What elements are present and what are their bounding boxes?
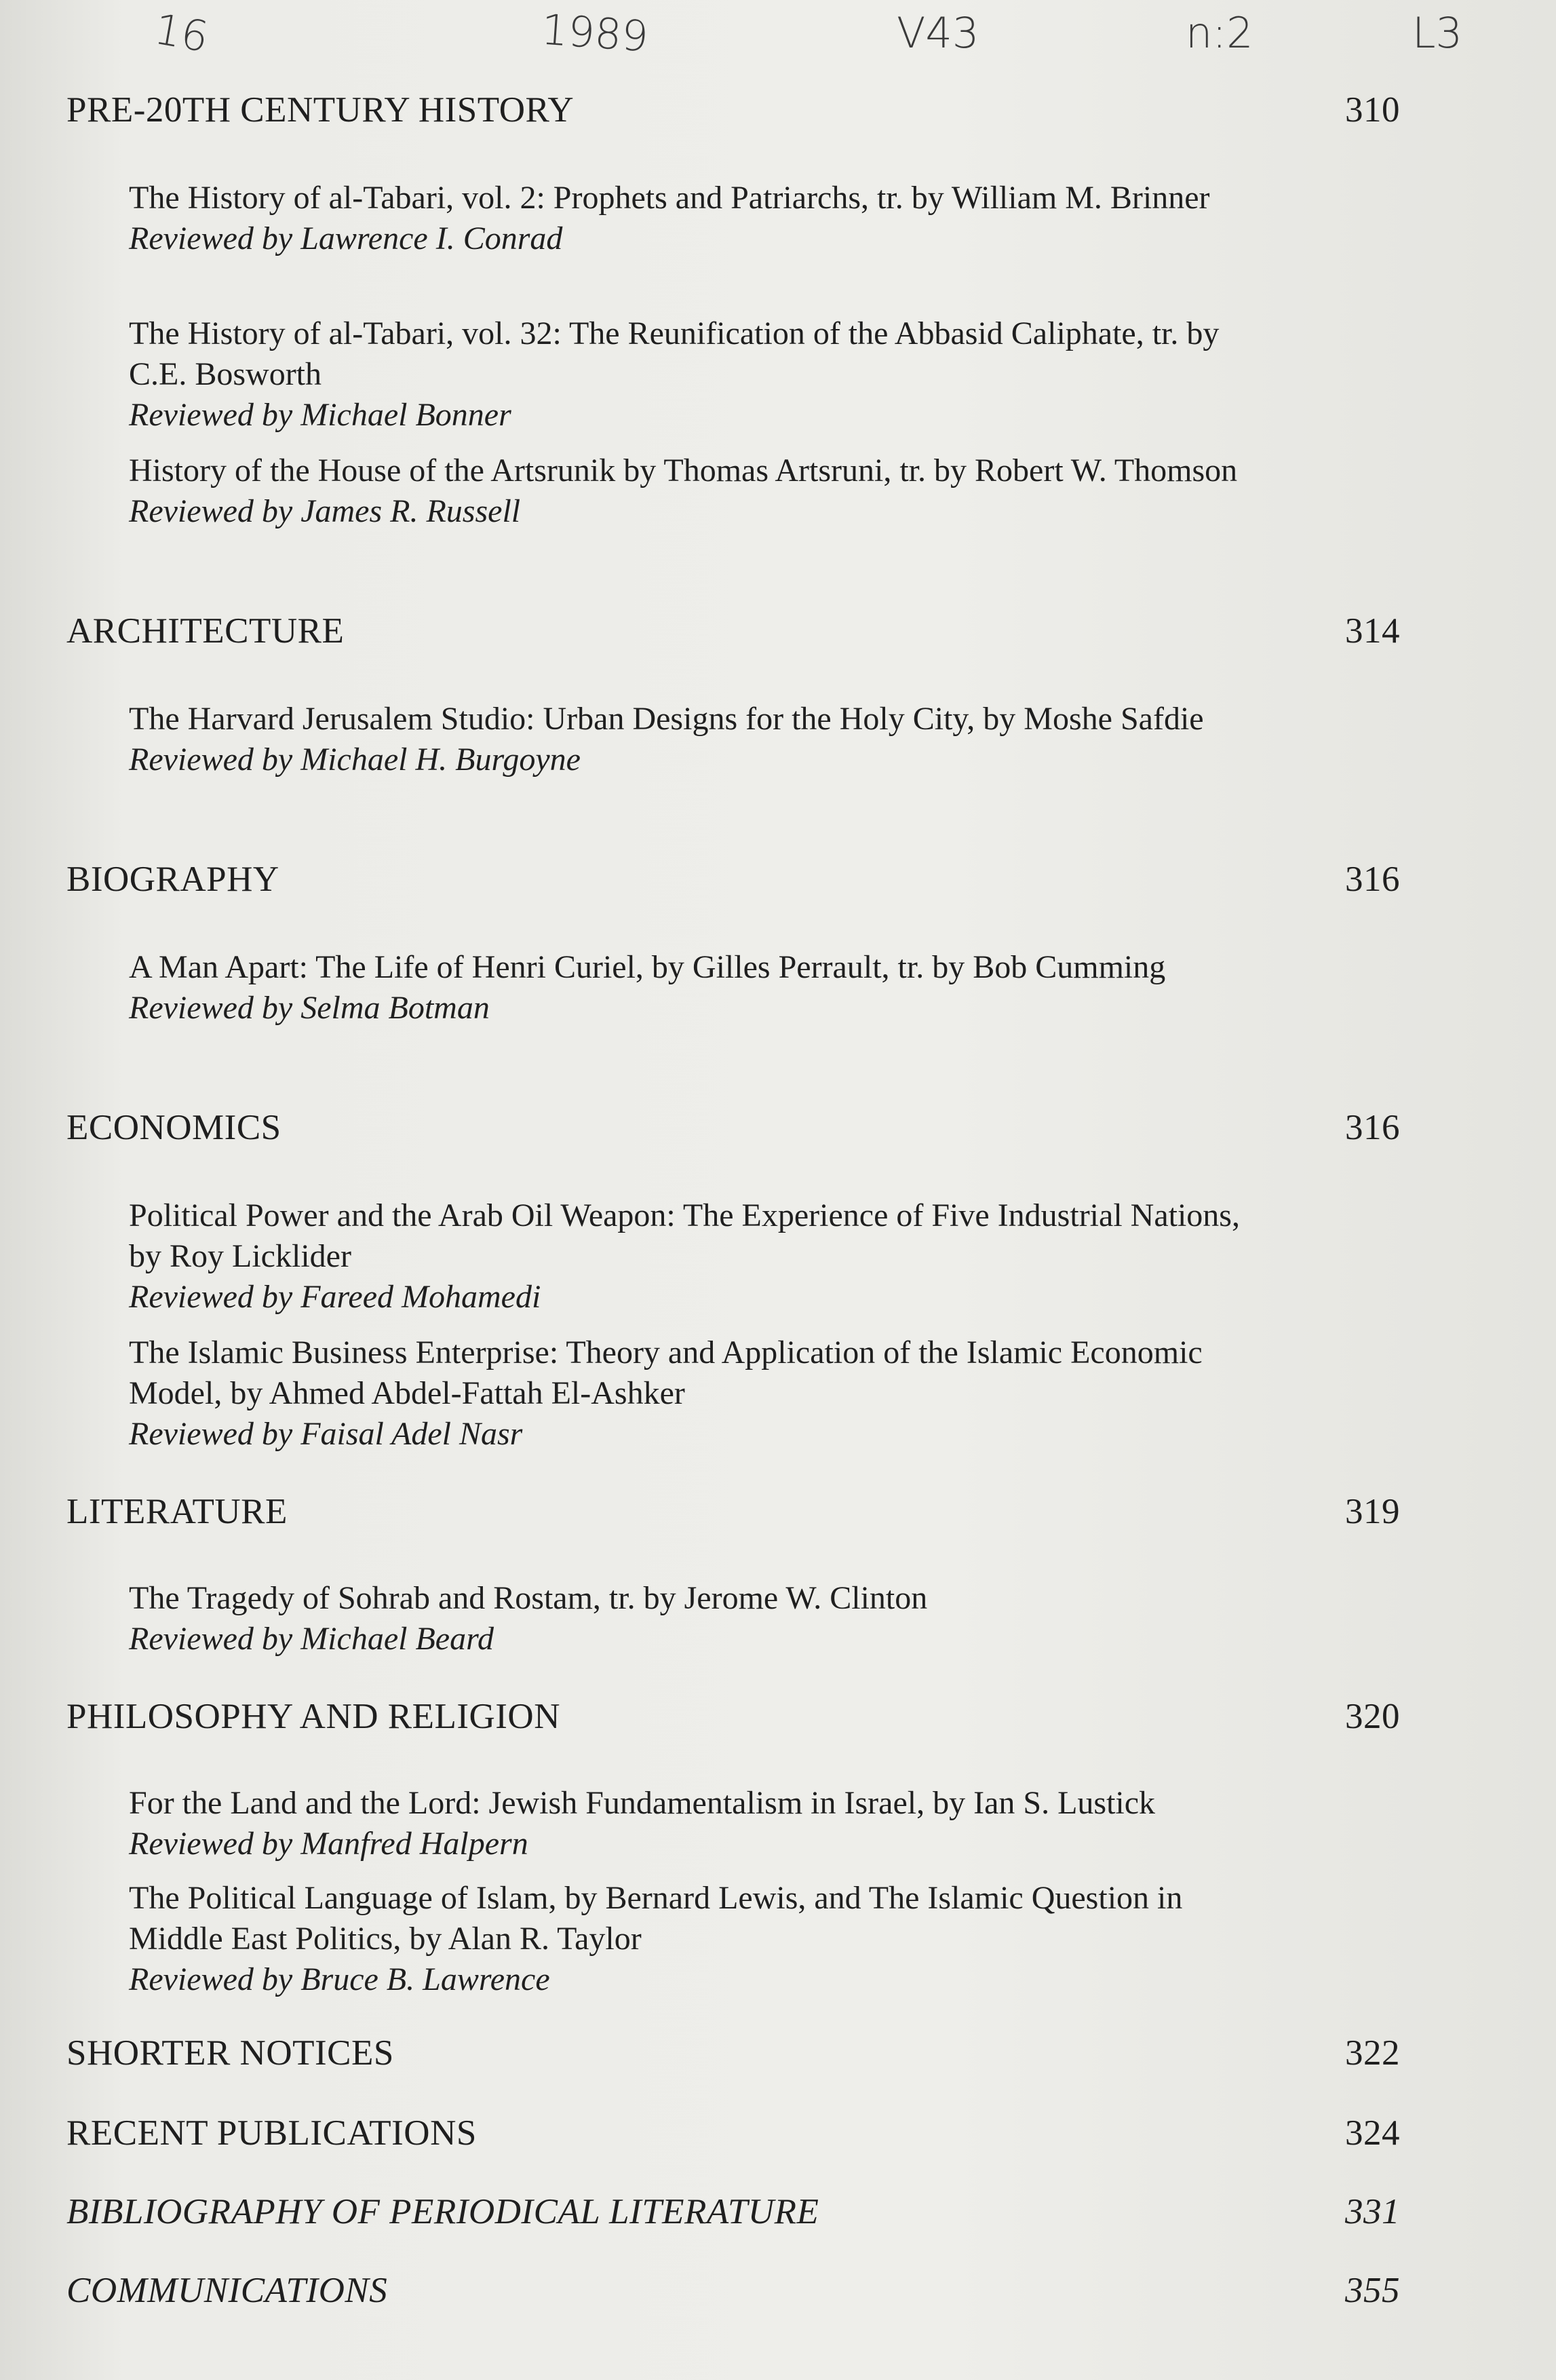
section-heading <box>66 2113 1400 2153</box>
entry-title: The Political Language of Islam, by Bernard Lewis, and The Islamic Question in Middle East Politics, by Alan R. Taylor <box>129 1880 1183 1957</box>
entry-reviewer: Reviewed by Michael Bonner <box>129 397 511 433</box>
entry-reviewer: Reviewed by Michael H. Burgoyne <box>129 742 581 778</box>
handwritten-mark: 16 <box>151 3 212 62</box>
section-title: SHORTER NOTICES <box>66 2033 394 2073</box>
section-heading <box>66 2270 1400 2311</box>
section-page-number: 320 <box>1345 1697 1400 1736</box>
section-heading <box>66 1696 1400 1737</box>
section-heading <box>66 90 1400 130</box>
toc-entry <box>129 1783 1248 1864</box>
toc-entry <box>129 450 1248 532</box>
entry-reviewer: Reviewed by Manfred Halpern <box>129 1826 528 1862</box>
section-title: RECENT PUBLICATIONS <box>66 2113 477 2153</box>
section-heading <box>66 1107 1400 1148</box>
handwritten-year: 1989 <box>539 4 650 62</box>
toc-entry <box>129 1332 1248 1455</box>
section-page-number: 319 <box>1345 1492 1400 1531</box>
handwritten-volume: V43 <box>897 8 979 58</box>
toc-entry <box>129 1578 1248 1659</box>
entry-title: For the Land and the Lord: Jewish Fundamentalism in Israel, by Ian S. Lustick <box>129 1785 1156 1821</box>
section-page-number: 314 <box>1345 611 1400 651</box>
section-heading <box>66 1491 1400 1532</box>
section-heading <box>66 2191 1400 2232</box>
section-title: LITERATURE <box>66 1492 288 1531</box>
entry-title: History of the House of the Artsrunik by Thomas Artsruni, tr. by Robert W. Thomson <box>129 453 1238 488</box>
entry-reviewer: Reviewed by Michael Beard <box>129 1621 494 1657</box>
handwritten-code: L3 <box>1412 8 1462 58</box>
entry-reviewer: Reviewed by Lawrence I. Conrad <box>129 220 563 256</box>
section-title: ECONOMICS <box>66 1108 281 1147</box>
handwritten-annotation <box>0 4 1556 79</box>
section-page-number: 324 <box>1345 2113 1400 2153</box>
entry-reviewer: Reviewed by Faisal Adel Nasr <box>129 1416 523 1452</box>
section-heading <box>66 2033 1400 2073</box>
section-title: PHILOSOPHY AND RELIGION <box>66 1697 560 1736</box>
section-page-number: 316 <box>1345 1108 1400 1147</box>
section-page-number: 331 <box>1345 2192 1400 2231</box>
entry-title: The History of al-Tabari, vol. 2: Prophets and Patriarchs, tr. by William M. Brinner <box>129 180 1210 216</box>
section-title: BIOGRAPHY <box>66 860 279 899</box>
toc-entry <box>129 178 1248 259</box>
section-title: ARCHITECTURE <box>66 611 345 651</box>
entry-title: The Tragedy of Sohrab and Rostam, tr. by Jerome W. Clinton <box>129 1580 928 1616</box>
section-page-number: 355 <box>1345 2271 1400 2310</box>
entry-title: A Man Apart: The Life of Henri Curiel, by Gilles Perrault, tr. by Bob Cumming <box>129 949 1166 985</box>
entry-reviewer: Reviewed by Fareed Mohamedi <box>129 1279 541 1315</box>
entry-reviewer: Reviewed by James R. Russell <box>129 493 521 529</box>
entry-title: Political Power and the Arab Oil Weapon: The Experience of Five Industrial Nations, by Roy Licklider <box>129 1197 1240 1274</box>
entry-title: The Harvard Jerusalem Studio: Urban Designs for the Holy City, by Moshe Safdie <box>129 701 1204 737</box>
toc-entry <box>129 699 1248 780</box>
entry-reviewer: Reviewed by Bruce B. Lawrence <box>129 1961 550 1997</box>
section-heading <box>66 859 1400 900</box>
entry-reviewer: Reviewed by Selma Botman <box>129 990 490 1026</box>
section-heading <box>66 611 1400 651</box>
section-page-number: 322 <box>1345 2033 1400 2073</box>
entry-title: The Islamic Business Enterprise: Theory and Application of the Islamic Economic Model, by Ahmed Abdel-Fattah El-Ashker <box>129 1335 1203 1411</box>
handwritten-number: n:2 <box>1186 8 1253 58</box>
section-page-number: 316 <box>1345 860 1400 899</box>
section-title: COMMUNICATIONS <box>66 2271 388 2310</box>
toc-entry <box>129 313 1248 436</box>
section-title: BIBLIOGRAPHY OF PERIODICAL LITERATURE <box>66 2192 819 2231</box>
section-page-number: 310 <box>1345 90 1400 130</box>
entry-title: The History of al-Tabari, vol. 32: The Reunification of the Abbasid Caliphate, tr. by C.E. Bosworth <box>129 315 1220 392</box>
toc-entry <box>129 1878 1248 2000</box>
toc-entry <box>129 947 1248 1029</box>
section-title: PRE-20TH CENTURY HISTORY <box>66 90 575 130</box>
toc-entry <box>129 1195 1248 1318</box>
